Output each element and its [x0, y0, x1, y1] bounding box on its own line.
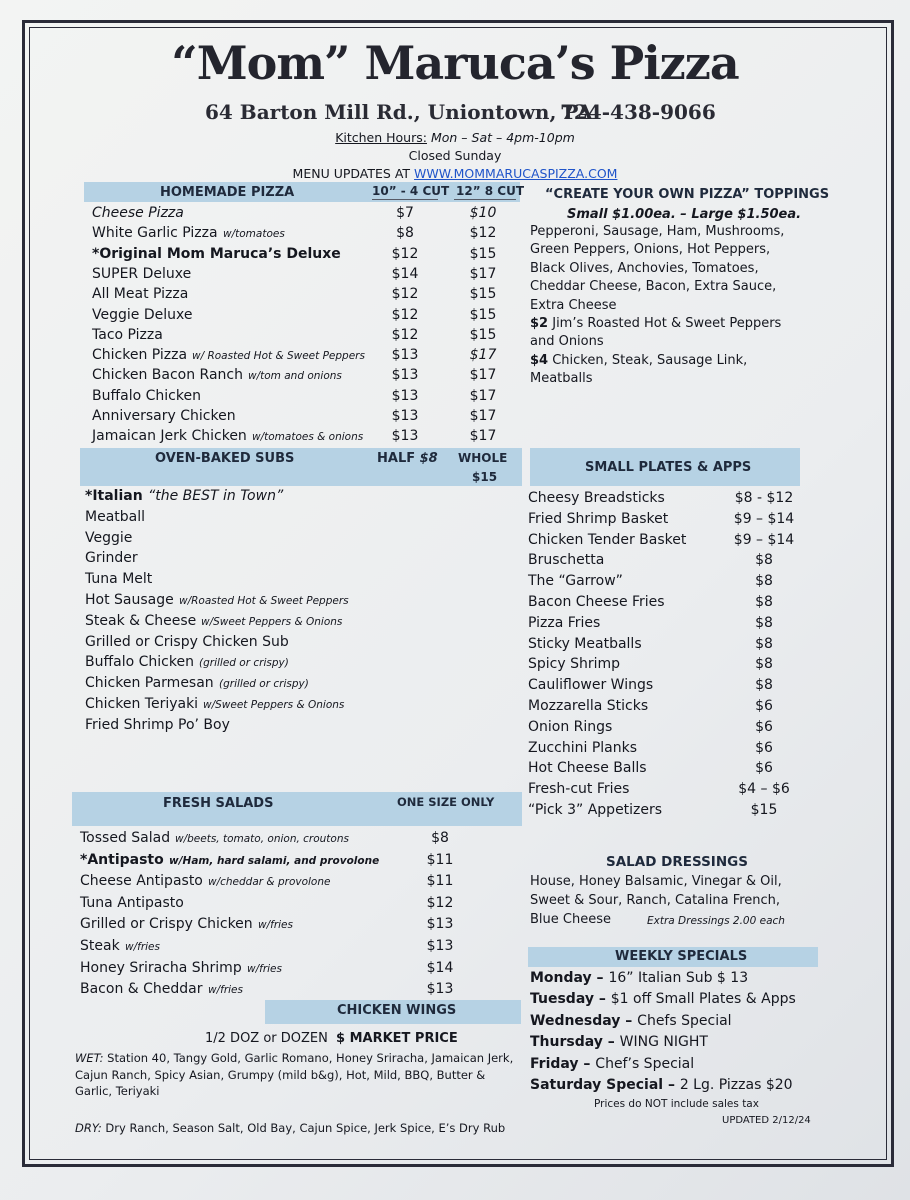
app-name: Sticky Meatballs	[528, 635, 642, 652]
special-dash: –	[602, 1034, 620, 1051]
sub-name: Veggie	[85, 529, 133, 546]
pizza-name: All Meat Pizza	[92, 286, 189, 303]
pizza-price-large: $15	[469, 286, 497, 303]
extra-price: $4	[530, 353, 549, 368]
salad-price: $8	[431, 830, 449, 846]
app-price: $9 – $14	[733, 510, 795, 527]
app-price: $8 - $12	[734, 490, 794, 506]
sub-name: Buffalo Chicken	[85, 654, 194, 671]
pizza-name: *Original Mom Maruca’s Deluxe	[92, 245, 341, 262]
app-price: $8	[755, 656, 773, 673]
sub-name: Chicken Parmesan	[85, 675, 214, 692]
extra-text: Chicken, Steak, Sausage Link, Meatballs	[530, 353, 748, 387]
salads-size-note: ONE SIZE ONLY	[397, 795, 495, 809]
sub-name: Tuna Melt	[85, 571, 153, 588]
app-price: $4 – $6	[738, 781, 790, 798]
app-row	[0, 760, 910, 780]
pizza-price-small: $12	[391, 306, 419, 323]
toppings-extra-4	[530, 352, 802, 389]
subs-whole-label: WHOLE	[458, 451, 508, 465]
app-price: $8	[755, 635, 773, 652]
special-day: Wednesday	[530, 1012, 621, 1029]
salad-name: *Antipasto	[80, 851, 164, 868]
salad-name: Bacon & Cheddar	[80, 981, 203, 998]
app-name: Bruschetta	[528, 552, 605, 569]
wet-label: WET:	[75, 1051, 104, 1065]
app-row	[0, 656, 910, 676]
special-dash: –	[578, 1055, 596, 1072]
app-price: $8	[755, 677, 773, 694]
special-day: Monday	[530, 970, 592, 986]
pizza-row	[0, 428, 910, 448]
app-price: $8	[755, 594, 773, 610]
app-name: Cauliflower Wings	[528, 677, 654, 694]
app-row	[0, 677, 910, 697]
salad-note: w/fries	[208, 984, 243, 997]
extra-text: Jim’s Roasted Hot & Sweet Peppers and Onions	[530, 316, 782, 350]
dressings-title: SALAD DRESSINGS	[606, 854, 748, 870]
pizza-name: Chicken Pizza	[92, 347, 188, 364]
salads-section-title: FRESH SALADS	[163, 796, 274, 811]
tax-note: Prices do NOT include sales tax	[594, 1098, 759, 1110]
app-price: $8	[755, 573, 773, 590]
app-price: $6	[755, 760, 773, 777]
pizza-name: Taco Pizza	[92, 326, 163, 343]
sub-note: w/Sweet Peppers & Onions	[203, 699, 345, 711]
salad-price: $11	[426, 873, 454, 890]
app-name: Fresh-cut Fries	[528, 781, 630, 798]
salad-price: $13	[426, 981, 454, 998]
pizza-col-12: 12” 8 CUT	[456, 184, 525, 198]
pizza-price-small: $13	[391, 428, 419, 445]
salad-name: Tuna Antipasto	[80, 894, 184, 911]
sub-name: Grinder	[85, 550, 138, 567]
pizza-price-large: $15	[469, 306, 497, 323]
phone-number: 724-438-9066	[560, 100, 716, 124]
pizza-name: Chicken Bacon Ranch	[92, 367, 243, 384]
salad-note: w/Ham, hard salami, and provolone	[169, 854, 380, 867]
sub-name: Meatball	[85, 508, 146, 525]
salad-name: Cheese Antipasto	[80, 873, 203, 890]
app-name: Spicy Shrimp	[528, 656, 621, 673]
special-dash: –	[593, 991, 611, 1008]
special-offer: Chefs Special	[637, 1012, 732, 1029]
pizza-row	[0, 408, 910, 428]
subs-whole-price: $15	[472, 470, 498, 484]
pizza-name: Veggie Deluxe	[92, 306, 193, 323]
pizza-name: White Garlic Pizza	[92, 225, 218, 242]
salad-price: $11	[426, 851, 454, 868]
subs-header-band	[80, 448, 522, 486]
wings-wet-sauces	[75, 1050, 515, 1100]
salad-name: Grilled or Crispy Chicken	[80, 916, 253, 933]
special-line	[530, 991, 796, 1007]
sub-name: Fried Shrimp Po’ Boy	[85, 716, 230, 733]
pizza-name: Cheese Pizza	[92, 205, 184, 221]
dressings-line-1: House, Honey Balsamic, Vinegar & Oil,	[530, 874, 782, 889]
app-row	[0, 573, 910, 593]
dressings-line-2: Sweet & Sour, Ranch, Catalina French,	[530, 893, 781, 908]
pizza-name: SUPER Deluxe	[92, 265, 192, 282]
salad-name: Honey Sriracha Shrimp	[80, 959, 242, 976]
app-price: $6	[755, 718, 773, 735]
pizza-price-large: $17	[469, 428, 497, 445]
pizza-price-small: $12	[391, 326, 419, 343]
specials-title: WEEKLY SPECIALS	[615, 949, 748, 964]
app-price: $6	[755, 739, 773, 756]
pizza-price-large: $17	[469, 367, 497, 384]
app-row	[0, 698, 910, 718]
subs-half-price	[377, 451, 438, 466]
salad-note: w/fries	[258, 919, 293, 932]
salad-price: $13	[426, 938, 454, 954]
wings-size: 1/2 DOZ or DOZEN	[205, 1031, 328, 1046]
salad-price: $13	[426, 916, 454, 933]
pizza-note: w/ Roasted Hot & Sweet Peppers	[192, 350, 365, 363]
sub-note: “the BEST in Town”	[148, 488, 284, 504]
hours-value: Mon – Sat – 4pm-10pm	[430, 130, 575, 145]
salad-row	[0, 852, 910, 872]
wings-dry-rubs	[75, 1121, 505, 1135]
special-offer: WING NIGHT	[619, 1034, 708, 1051]
special-row	[0, 970, 910, 990]
pizza-price-small: $7	[396, 205, 414, 221]
wings-size-line	[205, 1031, 458, 1046]
pizza-price-large: $17	[469, 408, 497, 424]
pizza-price-large: $17	[469, 265, 497, 282]
restaurant-title: “Mom” Maruca’s Pizza	[171, 36, 739, 90]
app-price: $15	[750, 802, 778, 818]
pizza-price-small: $13	[391, 367, 419, 384]
pizza-price-large: $15	[469, 245, 497, 262]
website-link[interactable]: WWW.MOMMARUCASPIZZA.COM	[414, 166, 618, 181]
wings-price: $ MARKET PRICE	[336, 1031, 458, 1046]
hours-label: Kitchen Hours:	[335, 130, 427, 145]
special-day: Saturday Special	[530, 1077, 664, 1093]
sub-note: w/Sweet Peppers & Onions	[201, 615, 343, 628]
pizza-note: w/tomatoes	[223, 228, 285, 241]
special-day: Tuesday	[530, 991, 594, 1008]
dressings-extra-note: Extra Dressings 2.00 each	[647, 915, 785, 927]
pizza-price-large: $12	[469, 225, 497, 242]
app-price: $6	[755, 698, 773, 714]
wet-list: Station 40, Tangy Gold, Garlic Romano, Honey Sriracha, Jamaican Jerk, Cajun Ranch, Spicy Asian, Grumpy (mild b&g), Hot, Mild, BBQ, Butter & Garlic, Teriyaki	[75, 1051, 514, 1098]
app-name: Mozzarella Sticks	[528, 698, 649, 714]
pizza-price-large: $17	[469, 387, 497, 404]
app-row	[0, 552, 910, 572]
address: 64 Barton Mill Rd., Uniontown, PA	[205, 100, 593, 124]
updated-date: UPDATED 2/12/24	[722, 1115, 811, 1126]
apps-section-title: SMALL PLATES & APPS	[585, 460, 752, 475]
salad-name: Tossed Salad	[80, 830, 171, 846]
dry-label: DRY:	[75, 1121, 102, 1135]
toppings-extra-2	[530, 315, 802, 352]
salad-note: w/fries	[247, 962, 282, 975]
app-name: The “Garrow”	[528, 573, 623, 590]
special-day: Friday	[530, 1055, 579, 1072]
pizza-price-small: $12	[391, 245, 419, 262]
sub-name: Hot Sausage	[85, 592, 174, 608]
menu-updates	[0, 166, 910, 181]
app-row	[0, 612, 910, 635]
salad-note: w/beets, tomato, onion, croutons	[175, 833, 349, 845]
salad-note: w/fries	[125, 941, 160, 953]
special-line	[530, 970, 748, 986]
pizza-price-small: $8	[396, 225, 414, 242]
sub-name: Steak & Cheese	[85, 612, 197, 629]
special-line	[530, 1056, 694, 1072]
special-dash: –	[663, 1077, 680, 1093]
app-name: Fried Shrimp Basket	[528, 510, 669, 527]
col-underline	[372, 199, 438, 200]
app-row	[0, 529, 910, 552]
dressings-line-3: Blue Cheese	[530, 912, 611, 927]
special-offer: Chef’s Special	[595, 1055, 695, 1072]
pizza-price-small: $14	[391, 265, 419, 282]
app-name: Pizza Fries	[528, 614, 601, 631]
kitchen-hours	[0, 130, 910, 145]
pizza-price-small: $12	[391, 286, 419, 303]
app-row	[0, 740, 910, 760]
special-dash: –	[620, 1012, 638, 1029]
sub-note: w/Roasted Hot & Sweet Peppers	[179, 595, 349, 607]
half-price: $8	[419, 451, 438, 466]
app-name: Cheesy Breadsticks	[528, 490, 665, 506]
sub-name: Chicken Teriyaki	[85, 696, 199, 712]
app-name: “Pick 3” Appetizers	[528, 802, 663, 818]
dry-list: Dry Ranch, Season Salt, Old Bay, Cajun Spice, Jerk Spice, E’s Dry Rub	[105, 1121, 506, 1135]
toppings-prices: Small $1.00ea. – Large $1.50ea.	[567, 207, 802, 222]
closed-note: Closed Sunday	[408, 148, 502, 163]
col-underline	[454, 199, 516, 200]
pizza-price-large: $10	[469, 205, 497, 221]
special-offer: 16” Italian Sub $ 13	[608, 970, 749, 986]
toppings-title: “CREATE YOUR OWN PIZZA” TOPPINGS	[545, 187, 830, 202]
pizza-price-small: $13	[391, 347, 419, 364]
app-name: Onion Rings	[528, 718, 613, 735]
app-name: Bacon Cheese Fries	[528, 594, 665, 610]
pizza-name: Jamaican Jerk Chicken	[92, 428, 247, 445]
salad-name: Steak	[80, 938, 120, 954]
toppings-list: Pepperoni, Sausage, Ham, Mushrooms, Green Peppers, Onions, Hot Peppers, Black Olives, Anchovies, Tomatoes, Cheddar Cheese, Bacon, Extra Sauce, Extra Cheese	[530, 224, 785, 313]
salad-row	[0, 830, 910, 850]
pizza-section-title: HOMEMADE PIZZA	[160, 185, 295, 200]
app-price: $8	[755, 614, 773, 631]
pizza-price-small: $13	[391, 408, 419, 424]
special-offer: $1 off Small Plates & Apps	[610, 991, 796, 1008]
salad-price: $14	[426, 959, 454, 976]
app-row	[0, 508, 910, 531]
app-row	[0, 633, 910, 656]
special-dash: –	[591, 970, 609, 986]
sub-note: (grilled or crispy)	[219, 678, 309, 691]
special-day: Thursday	[530, 1034, 603, 1051]
pizza-note: w/tom and onions	[248, 370, 342, 383]
app-row	[0, 716, 910, 739]
pizza-name: Buffalo Chicken	[92, 387, 201, 404]
app-name: Hot Cheese Balls	[528, 760, 647, 777]
pizza-price-small: $13	[391, 387, 419, 404]
sub-name: Grilled or Crispy Chicken Sub	[85, 633, 289, 650]
salad-price: $12	[426, 894, 454, 911]
pizza-name: Anniversary Chicken	[92, 408, 236, 424]
app-name: Chicken Tender Basket	[528, 531, 687, 548]
app-name: Zucchini Planks	[528, 739, 638, 756]
pizza-price-large: $15	[469, 326, 497, 343]
special-offer: 2 Lg. Pizzas $20	[679, 1077, 793, 1093]
app-row	[0, 490, 910, 510]
half-label: HALF	[377, 451, 416, 466]
app-row	[0, 594, 910, 614]
pizza-row	[0, 388, 910, 408]
special-line	[530, 1077, 793, 1093]
special-line	[530, 1013, 732, 1029]
subs-section-title: OVEN-BAKED SUBS	[155, 451, 295, 466]
app-price: $8	[755, 552, 773, 569]
extra-price: $2	[530, 316, 549, 331]
sub-note: (grilled or crispy)	[199, 657, 289, 670]
salad-note: w/cheddar & provolone	[208, 876, 331, 889]
special-line	[530, 1034, 708, 1050]
pizza-col-10: 10” - 4 CUT	[372, 184, 450, 198]
pizza-note: w/tomatoes & onions	[252, 431, 364, 444]
pizza-price-large: $17	[469, 347, 497, 364]
updates-label: MENU UPDATES AT	[292, 166, 411, 181]
wings-section-title: CHICKEN WINGS	[337, 1003, 457, 1018]
app-price: $9 – $14	[733, 531, 795, 548]
sub-name: *Italian	[85, 488, 143, 504]
